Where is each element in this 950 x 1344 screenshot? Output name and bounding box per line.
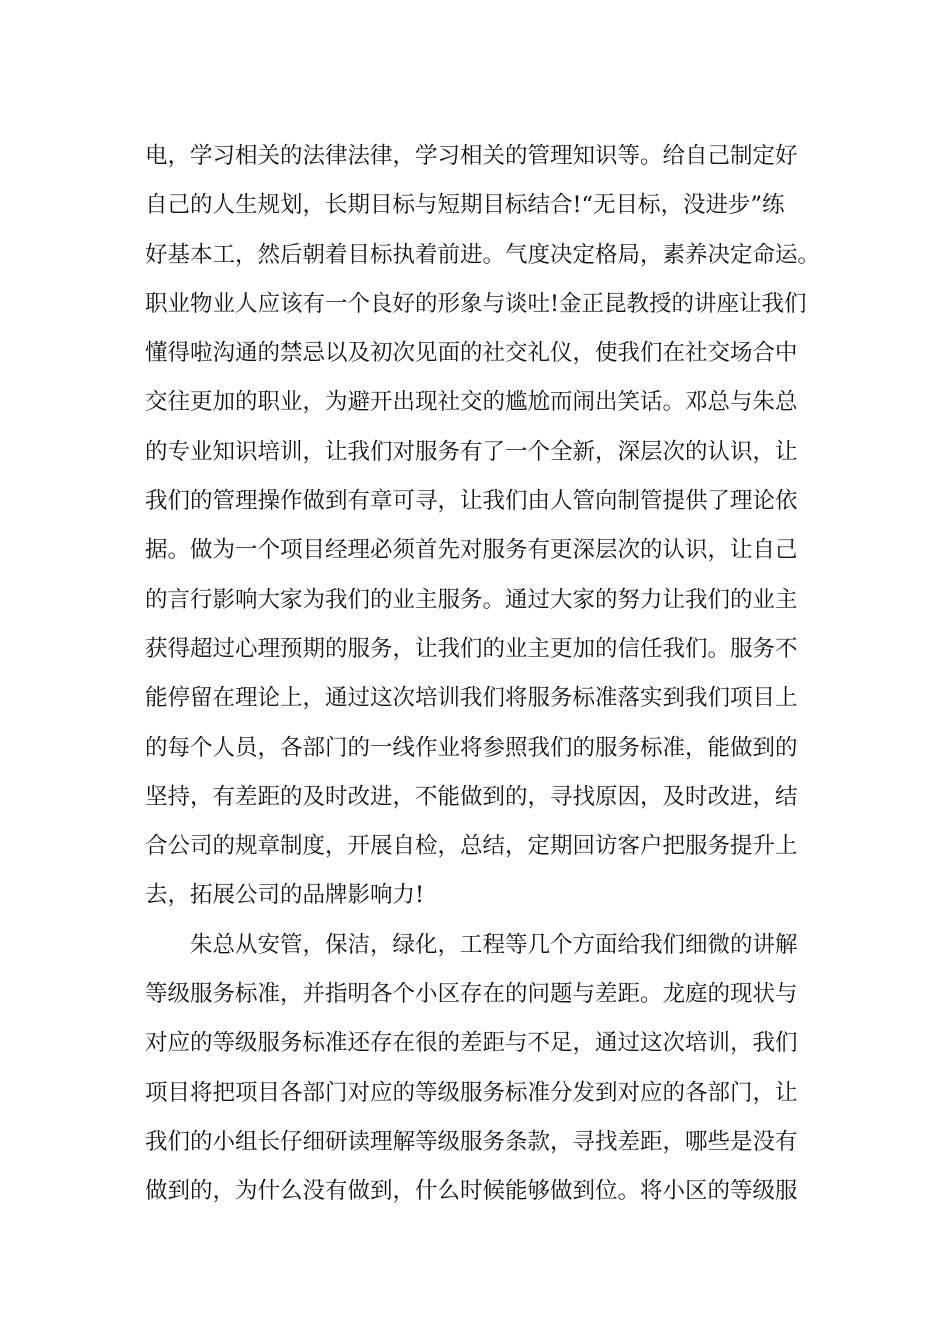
body-text (145, 132, 825, 1217)
text-line: 获得超过心理预期的服务，让我们的业主更加的信任我们。服务不 (145, 635, 798, 662)
text-line: 等级服务标准，并指明各个小区存在的问题与差距。龙庭的现状与 (145, 981, 798, 1008)
text-line: 做到的，为什么没有做到，什么时候能够做到位。将小区的等级服 (145, 1178, 798, 1205)
text-line: 的言行影响大家为我们的业主服务。通过大家的努力让我们的业主 (145, 586, 798, 613)
text-line: 合公司的规章制度，开展自检，总结，定期回访客户把服务提升上 (145, 833, 798, 860)
text-line: 的专业知识培训，让我们对服务有了一个全新，深层次的认识，让 (145, 438, 798, 465)
text-line: 我们的管理操作做到有章可寻，让我们由人管向制管提供了理论依 (145, 488, 798, 515)
paragraph-first-line: 朱总从安管，保洁，绿化，工程等几个方面给我们细微的讲解 (190, 931, 798, 958)
text-line: 电，学习相关的法律法律，学习相关的管理知识等。给自己制定好 (145, 143, 798, 169)
text-line: 懂得啦沟通的禁忌以及初次见面的社交礼仪，使我们在社交场合中 (145, 340, 798, 367)
text-line: 项目将把项目各部门对应的等级服务标准分发到对应的各部门，让 (145, 1079, 798, 1106)
text-line: 我们的小组长仔细研读理解等级服务条款，寻找差距，哪些是没有 (145, 1128, 798, 1155)
text-line: 好基本工，然后朝着目标执着前进。气度决定格局，素养决定命运。 (145, 241, 821, 268)
text-line: 对应的等级服务标准还存在很的差距与不足，通过这次培训，我们 (145, 1030, 798, 1057)
text-line: 自己的人生规划，长期目标与短期目标结合!“无目标，没进步”练 (145, 192, 785, 219)
text-line: 职业物业人应该有一个良好的形象与谈吐!金正昆教授的讲座让我们 (145, 290, 807, 317)
text-line: 的每个人员，各部门的一线作业将参照我们的服务标准，能做到的 (145, 734, 798, 761)
text-line: 坚持，有差距的及时改进，不能做到的，寻找原因，及时改进，结 (145, 783, 798, 810)
text-line: 去，拓展公司的品牌影响力! (145, 882, 425, 909)
text-line: 据。做为一个项目经理必须首先对服务有更深层次的认识，让自己 (145, 537, 798, 564)
text-line: 交往更加的职业，为避开出现社交的尴尬而闹出笑话。邓总与朱总 (145, 389, 798, 416)
text-line: 能停留在理论上，通过这次培训我们将服务标准落实到我们项目上 (145, 685, 798, 712)
